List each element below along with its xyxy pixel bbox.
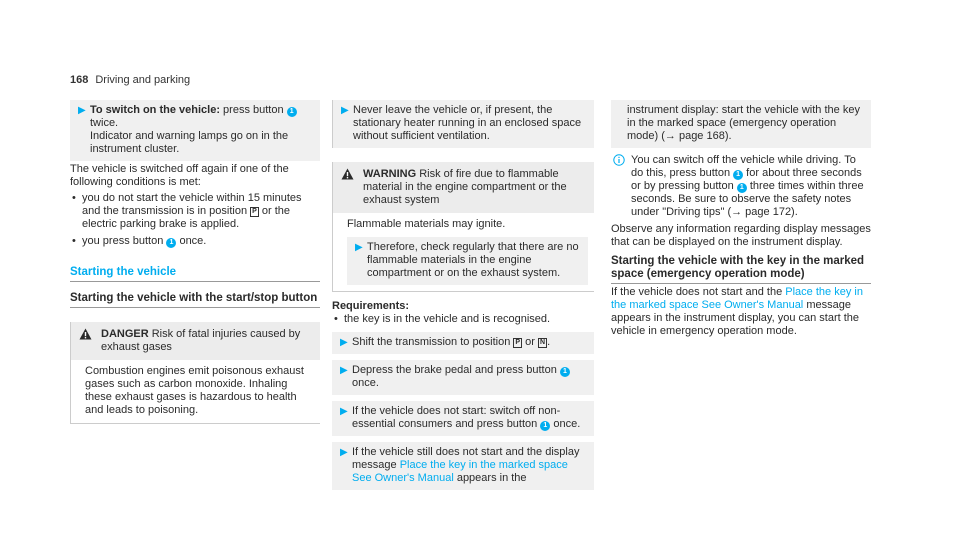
display-message: Place the key in the marked space See Owner's Manual [352,459,568,484]
step-switch-on: ▶ To switch on the vehicle: press button 1 twice. Indicator and warning lamps go on in the instrument cluster. [70,100,320,161]
step-never-leave: ▶ Never leave the vehicle or, if present, the stationary heater running in an enclosed space without sufficient ventilation. [332,100,594,148]
danger-box [70,322,320,424]
arrow-icon: ▶ [341,105,349,116]
danger-header: DANGER Risk of fatal injuries caused by exhaust gases [71,322,320,360]
column-2 [332,100,594,490]
button-1-badge: 1 [287,107,297,117]
section-title: Starting the vehicle [70,266,320,282]
warning-header: WARNING Risk of fire due to flammable material in the engine compartment or the exhaust system [333,162,594,213]
step-brake: ▶ Depress the brake pedal and press button 1 once. [332,360,594,395]
danger-label: DANGER [101,328,149,340]
column-3 [611,100,871,338]
step-check: ▶ Therefore, check regularly that there are no flammable materials in the engine compartment or on the exhaust system. [347,237,588,285]
page-header [70,74,190,87]
column-1 [70,100,320,424]
key-p-icon: P [515,339,521,346]
step-still-no-start: ▶ If the vehicle still does not start and the display message Place the key in the marked space See Owner's Manual appears in the [332,442,594,490]
warning-body: Flammable materials may ignite. ▶ Therefore, check regularly that there are no flammable materials in the engine compartment or on the exhaust system. [333,213,594,291]
warning-triangle-icon [79,328,92,340]
warning-label: WARNING [363,168,417,180]
arrow-icon: ▶ [78,105,86,116]
button-1-badge: 1 [540,421,550,431]
info-note: You can switch off the vehicle while driving. To do this, press button 1 for about three seconds or by pressing button 1 three times within three seconds. Be sure to observe the safety notes under "Driving tips" (→ page 172). [611,154,871,219]
list-item: • you press button 1 once. [70,235,320,248]
warning-triangle-icon [341,168,354,180]
info-icon [613,154,625,166]
page-number: 168 [70,74,89,86]
switch-off-paragraph: The vehicle is switched off again if one of the following conditions is met: [70,163,289,188]
button-1-badge: 1 [733,170,743,180]
step-no-start: ▶ If the vehicle does not start: switch off non-essential consumers and press button 1 once. [332,401,594,436]
button-1-badge: 1 [166,238,176,248]
danger-body: Combustion engines emit poisonous exhaust gases such as carbon monoxide. Inhaling these exhaust gases is hazardous to health and leads to poisoning. [85,365,304,416]
list-item: • the key is in the vehicle and is recognised. [332,313,594,326]
arrow-icon: ▶ [355,242,363,253]
sub-title: Starting the vehicle with the key in the marked space (emergency operation mode) [611,255,871,284]
display-message: Place the key in the marked space See Owner's Manual [611,286,863,311]
button-1-badge: 1 [737,183,747,193]
list-item: • you do not start the vehicle within 15 minutes and the transmission is in position P or the electric parking brake is applied. [70,192,320,231]
arrow-icon: ▶ [340,406,348,417]
key-n-icon: N [540,339,546,346]
step-result: Indicator and warning lamps go on in the instrument cluster. [90,130,289,155]
key-p-icon: P [252,208,257,215]
sub-title: Starting the vehicle with the start/stop button [70,292,320,308]
arrow-icon: ▶ [340,447,348,458]
step-shift: ▶ Shift the transmission to position P or N . [332,332,594,354]
arrow-icon: ▶ [340,365,348,376]
requirements-list [332,313,594,326]
observe-paragraph: Observe any information regarding display messages that can be displayed on the instrument display. [611,223,871,248]
button-1-badge: 1 [560,367,570,377]
step-continued: instrument display: start the vehicle with the key in the marked space (emergency operation mode) (→ page 168). [611,100,871,148]
conditions-list [70,192,320,248]
arrow-icon: ▶ [340,337,348,348]
emergency-paragraph: If the vehicle does not start and the Place the key in the marked space See Owner's Manual message appears in the instrument display, you can start the vehicle in emergency operation mode. [611,286,863,337]
requirements-title: Requirements: [332,300,410,312]
chapter-title: Driving and parking [95,74,191,86]
warning-box [332,162,594,292]
step-title: To switch on the vehicle: [90,104,220,116]
